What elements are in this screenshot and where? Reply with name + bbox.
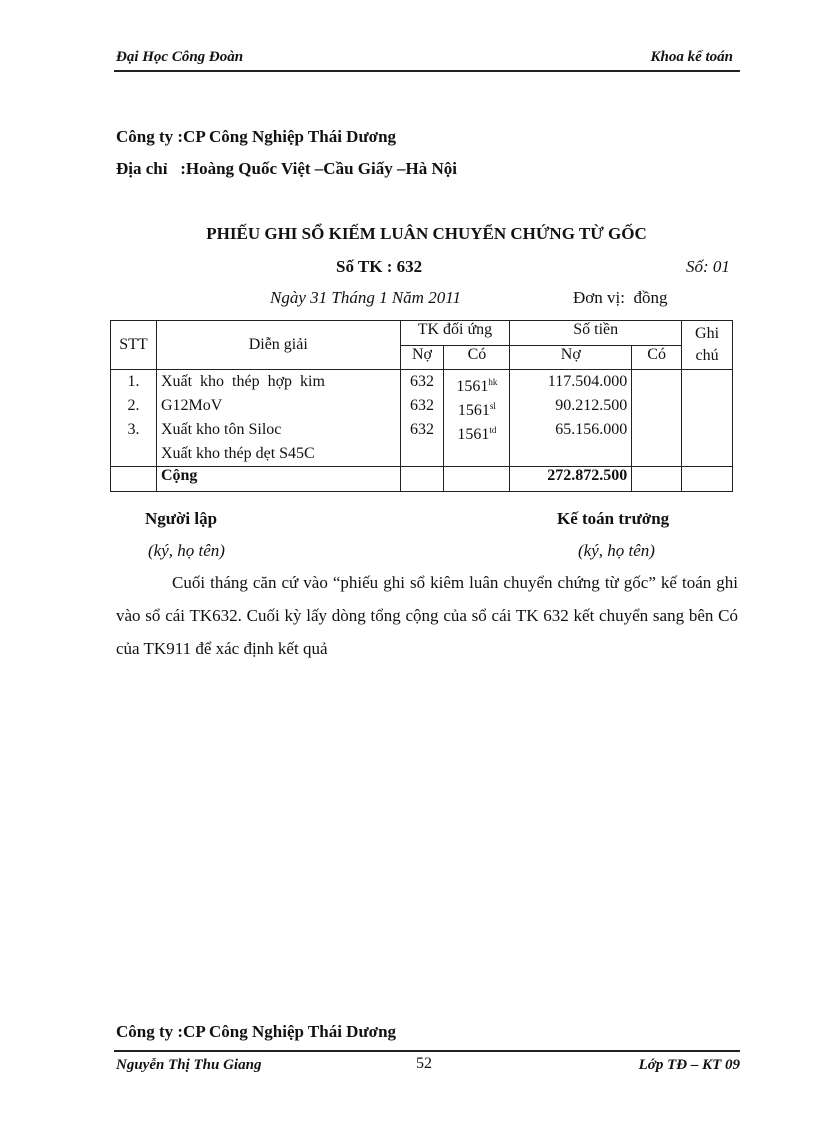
- description-line-3: Xuất kho tôn Siloc: [160, 421, 282, 438]
- header-amount-debit: Nợ: [510, 346, 632, 370]
- row-2-credit-account: [448, 394, 505, 418]
- account-number: Số TK : 632: [336, 257, 423, 276]
- header-contra-account: TK đối ứng: [400, 321, 510, 346]
- total-note-cell: [682, 467, 733, 492]
- document-title: PHIẾU GHI SỔ KIẾM LUÂN CHUYỂN CHỨNG TỪ GỐC: [206, 224, 647, 243]
- total-amount: 272.872.500: [510, 467, 632, 492]
- note-column: [682, 370, 733, 467]
- footer-company-name: Công ty :CP Công Nghiệp Thái Dương: [116, 1022, 397, 1041]
- footer-rule: [114, 1050, 740, 1052]
- description-column: [156, 370, 400, 467]
- credit-account-column: [444, 370, 510, 467]
- row-3-debit-account: 632: [410, 421, 434, 438]
- footer-class: Lớp TĐ – KT 09: [638, 1057, 740, 1073]
- row-1-credit-subcode: hk: [488, 377, 498, 387]
- page-number: 52: [416, 1055, 432, 1072]
- row-1-credit-account: [448, 370, 505, 394]
- description-line-1: Xuất kho thép hợp kim: [160, 373, 325, 390]
- header-note-line-1: Ghi: [695, 325, 720, 342]
- chief-accountant-title: Kế toán trưởng: [557, 509, 670, 528]
- company-name: Công ty :CP Công Nghiệp Thái Dương: [116, 127, 397, 146]
- stt-column: [111, 370, 157, 467]
- row-1-stt: 1.: [127, 373, 140, 390]
- voucher-number: Số: 01: [686, 257, 730, 276]
- row-1-debit-account: 632: [410, 373, 434, 390]
- credit-amount-column: [632, 370, 682, 467]
- header-tk-credit: Có: [444, 346, 510, 370]
- row-2-stt: 2.: [127, 397, 140, 414]
- row-2-credit-account-code: 1561: [457, 402, 490, 419]
- row-3-stt: 3.: [127, 421, 140, 438]
- company-address: Địa chỉ :Hoàng Quốc Việt –Cầu Giấy –Hà Nội: [116, 159, 457, 178]
- row-3-credit-account: [448, 418, 505, 442]
- preparer-note: (ký, họ tên): [148, 541, 225, 560]
- header-school: Đại Học Công Đoàn: [116, 49, 244, 65]
- row-3-credit-subcode: td: [489, 425, 497, 435]
- row-2-credit-subcode: sl: [489, 401, 496, 411]
- header-rule: [114, 70, 740, 72]
- debit-amount-column: [510, 370, 632, 467]
- header-description: Diễn giải: [156, 321, 400, 370]
- row-3-amount: 65.156.000: [555, 421, 628, 438]
- header-faculty: Khoa kế toán: [650, 49, 733, 65]
- footer-author: Nguyễn Thị Thu Giang: [116, 1057, 262, 1073]
- header-stt: STT: [111, 321, 157, 370]
- row-2-amount: 90.212.500: [555, 397, 628, 414]
- header-note-line-2: chú: [695, 347, 719, 364]
- description-line-4: Xuất kho thép dẹt S45C: [160, 445, 315, 462]
- document-date: Ngày 31 Tháng 1 Năm 2011: [270, 288, 461, 307]
- currency-unit: Đơn vị: đồng: [573, 288, 668, 307]
- total-debit-account-cell: [400, 467, 444, 492]
- chief-accountant-note: (ký, họ tên): [578, 541, 655, 560]
- row-1-credit-account-code: 1561: [456, 378, 489, 395]
- header-amount-credit: Có: [632, 346, 682, 370]
- row-2-debit-account: 632: [410, 397, 434, 414]
- total-stt-cell: [111, 467, 157, 492]
- debit-account-column: [400, 370, 444, 467]
- body-paragraph: Cuối tháng căn cứ vào “phiếu ghi sổ kiêm luân chuyển chứng từ gốc” kế toán ghi vào sổ cái TK632. Cuối kỳ lấy dòng tổng cộng của sổ cái TK 632 kết chuyển sang bên Có của TK911 để xác định kết quả: [116, 573, 738, 658]
- total-label: Cộng: [156, 467, 400, 492]
- total-credit-amount-cell: [632, 467, 682, 492]
- header-note: [682, 321, 733, 370]
- ledger-table: [110, 320, 733, 492]
- header-tk-debit: Nợ: [400, 346, 444, 370]
- header-amount: Số tiền: [510, 321, 682, 346]
- row-3-credit-account-code: 1561: [457, 426, 490, 443]
- preparer-title: Người lập: [145, 509, 218, 528]
- total-credit-account-cell: [444, 467, 510, 492]
- description-line-2: G12MoV: [160, 397, 223, 414]
- row-1-amount: 117.504.000: [547, 373, 628, 390]
